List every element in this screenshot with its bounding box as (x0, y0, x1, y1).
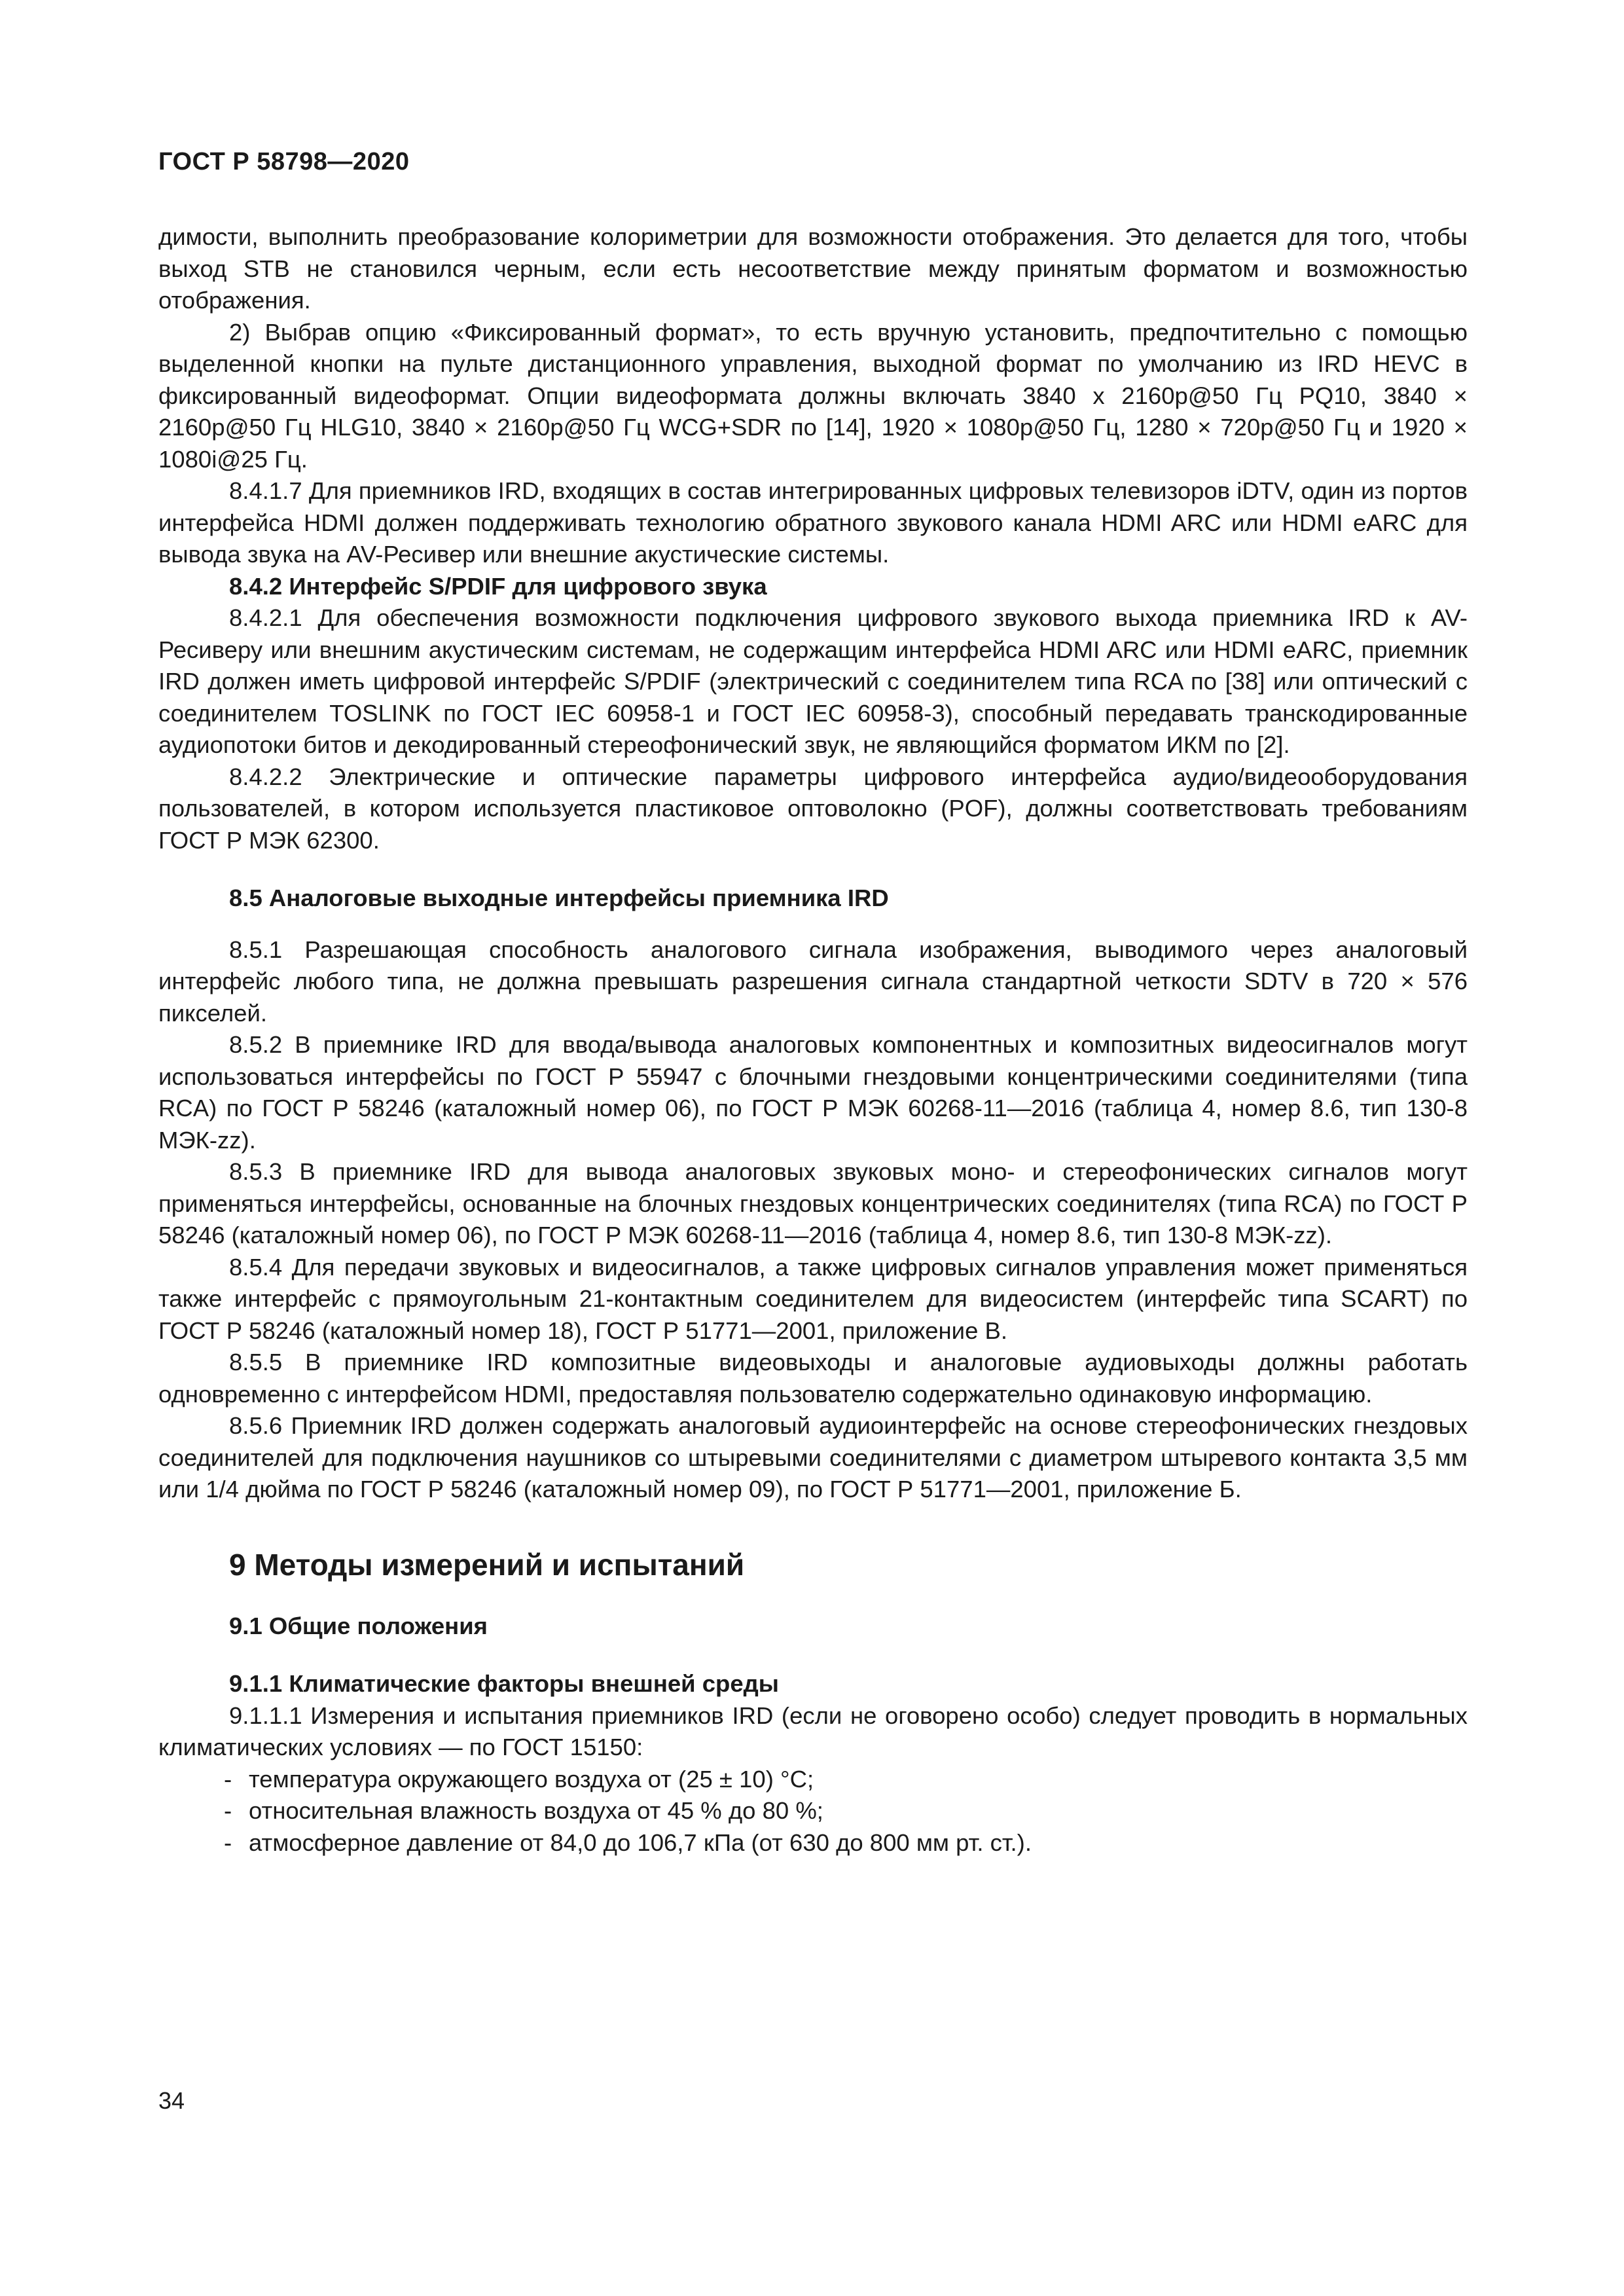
paragraph-8-5-5: 8.5.5 В приемнике IRD композитные видеовыходы и аналоговые аудиовыходы должны работать одновременно с интерфейсом HDMI, предоставляя пользователю содержательно одинаковую информацию. (158, 1349, 1468, 1408)
paragraph-8-5-1: 8.5.1 Разрешающая способность аналогового сигнала изображения, выводимого через аналоговый интерфейс любого типа, не должна превышать разрешения сигнала стандартной четкости SDTV в 720 × 576 пикселей. (158, 936, 1468, 1027)
document-header: ГОСТ Р 58798—2020 (158, 148, 410, 175)
document-body (158, 221, 1468, 1859)
paragraph-8-4-2-1: 8.4.2.1 Для обеспечения возможности подключения цифрового звукового выхода приемника IRD к AV-Ресиверу или внешним акустическим системам, не содержащим интерфейса HDMI ARC или HDMI eARC, приемник IRD должен иметь цифровой интерфейс S/PDIF (электрический с соединителем типа RCA по [38] или оптический с соединителем TOSLINK по ГОСТ IEC 60958-1 и ГОСТ IEC 60958-3), способный передавать транскодированные аудиопотоки битов и декодированный стереофонический звук, не являющийся форматом ИКМ по [2]. (158, 604, 1468, 758)
heading-9-1: 9.1 Общие положения (229, 1612, 488, 1639)
paragraph-8-5-2: 8.5.2 В приемнике IRD для ввода/вывода аналоговых компонентных и композитных видеосигналов могут использоваться интерфейсы по ГОСТ Р 55947 с блочными гнездовыми концентрическими соединителями (типа RCA) по ГОСТ Р 58246 (каталожный номер 06), по ГОСТ Р МЭК 60268-11—2016 (таблица 4, номер 8.6, тип 130-8 МЭК-zz). (158, 1031, 1468, 1154)
list-dash: - (224, 1765, 232, 1793)
paragraph-8-4-2-2: 8.4.2.2 Электрические и оптические параметры цифрового интерфейса аудио/видеооборудования пользователей, в котором используется пластиковое оптоволокно (POF), должны соответствовать требованиям ГОСТ Р МЭК 62300. (158, 763, 1468, 854)
page-number: 34 (158, 2087, 185, 2114)
heading-9: 9 Методы измерений и испытаний (229, 1547, 745, 1582)
paragraph-8-4-1-7: 8.4.1.7 Для приемников IRD, входящих в состав интегрированных цифровых телевизоров iDTV, один из портов интерфейса HDMI должен поддерживать технологию обратного звукового канала HDMI ARC или HDMI eARC для вывода звука на AV-Ресивер или внешние акустические системы. (158, 477, 1468, 568)
list-dash: - (224, 1797, 232, 1824)
heading-8-4-2: 8.4.2 Интерфейс S/PDIF для цифрового звука (229, 572, 767, 600)
climate-conditions-list (158, 1764, 1468, 1859)
heading-8-5: 8.5 Аналоговые выходные интерфейсы приемника IRD (229, 884, 889, 911)
list-item: - относительная влажность воздуха от 45 % до 80 %; (158, 1795, 1468, 1827)
paragraph-continuation: димости, выполнить преобразование колориметрии для возможности отображения. Это делается для того, чтобы выход STB не становился черным, если есть несоответствие между принятым форматом и возможностью отображения. (158, 223, 1468, 314)
list-dash: - (224, 1829, 232, 1856)
paragraph-8-5-4: 8.5.4 Для передачи звуковых и видеосигналов, а также цифровых сигналов управления может применяться также интерфейс с прямоугольным 21-контактным соединителем для видеосистем (интерфейс типа SCART) по ГОСТ Р 58246 (каталожный номер 18), ГОСТ Р 51771—2001, приложение В. (158, 1253, 1468, 1344)
heading-9-1-1: 9.1.1 Климатические факторы внешней среды (229, 1670, 779, 1697)
paragraph-8-5-3: 8.5.3 В приемнике IRD для вывода аналоговых звуковых моно- и стереофонических сигналов могут применяться интерфейсы, основанные на блочных гнездовых концентрических соединителях (типа RCA) по ГОСТ Р 58246 (каталожный номер 06), по ГОСТ Р МЭК 60268-11—2016 (таблица 4, номер 8.6, тип 130-8 МЭК-zz). (158, 1158, 1468, 1248)
paragraph-fixed-format: 2) Выбрав опцию «Фиксированный формат», то есть вручную установить, предпочтительно с помощью выделенной кнопки на пульте дистанционного управления, выходной формат по умолчанию из IRD HEVC в фиксированный видеоформат. Опции видеоформата должны включать 3840 x 2160p@50 Гц PQ10, 3840 × 2160p@50 Гц HLG10, 3840 × 2160p@50 Гц WCG+SDR по [14], 1920 × 1080p@50 Гц, 1280 × 720p@50 Гц и 1920 × 1080i@25 Гц. (158, 318, 1468, 473)
paragraph-8-5-6: 8.5.6 Приемник IRD должен содержать аналоговый аудиоинтерфейс на основе стереофонических гнездовых соединителей для подключения наушников со штыревыми соединителями с диаметром штыревого контакта 3,5 мм или 1/4 дюйма по ГОСТ Р 58246 (каталожный номер 09), по ГОСТ Р 51771—2001, приложение Б. (158, 1412, 1468, 1503)
paragraph-9-1-1-1: 9.1.1.1 Измерения и испытания приемников IRD (если не оговорено особо) следует проводить в нормальных климатических условиях — по ГОСТ 15150: (158, 1702, 1468, 1760)
list-item: - атмосферное давление от 84,0 до 106,7 кПа (от 630 до 800 мм рт. ст.). (158, 1827, 1468, 1859)
list-item: - температура окружающего воздуха от (25 ± 10) °C; (158, 1764, 1468, 1796)
